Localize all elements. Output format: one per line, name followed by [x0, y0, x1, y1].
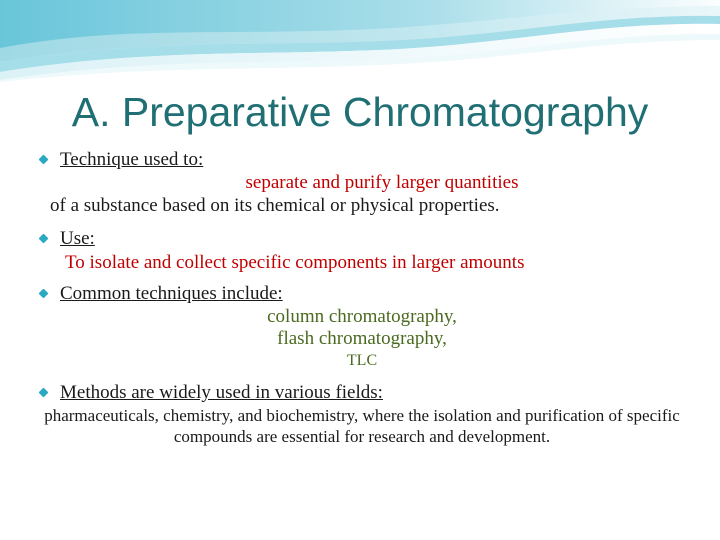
technique-item-2: flash chromatography,: [277, 328, 447, 349]
technique-item-3: TLC: [346, 352, 378, 369]
bullet-item-2: [30, 227, 694, 251]
diamond-bullet-icon: [39, 388, 49, 398]
diamond-bullet-icon: [39, 234, 49, 244]
bullet-item-3: [30, 282, 694, 306]
diamond-bullet-icon: [39, 155, 49, 165]
bullet-1-lead: Technique used to:: [60, 149, 204, 170]
bullet-1-emphasis: separate and purify larger quantities: [245, 172, 519, 193]
bullet-item-1: [30, 148, 694, 172]
diamond-bullet-icon: [39, 289, 49, 299]
bullet-2-lead: Use:: [60, 228, 95, 249]
bullet-1-continuation: of a substance based on its chemical or physical properties.: [50, 195, 500, 216]
slide-body: [30, 148, 694, 447]
bullet-3-lead: Common techniques include:: [60, 283, 283, 304]
bullet-4-lead: Methods are widely used in various fields:: [60, 382, 383, 403]
technique-item-1: column chromatography,: [267, 306, 457, 327]
bullet-4-paragraph: pharmaceuticals, chemistry, and biochemistry, where the isolation and purification of specific compounds are essential for research and development.: [44, 406, 680, 446]
bullet-2-emphasis: To isolate and collect specific components in larger amounts: [65, 252, 525, 273]
bullet-item-4: [30, 381, 694, 405]
decorative-banner: [0, 0, 720, 82]
page-title: A. Preparative Chromatography: [71, 89, 649, 135]
